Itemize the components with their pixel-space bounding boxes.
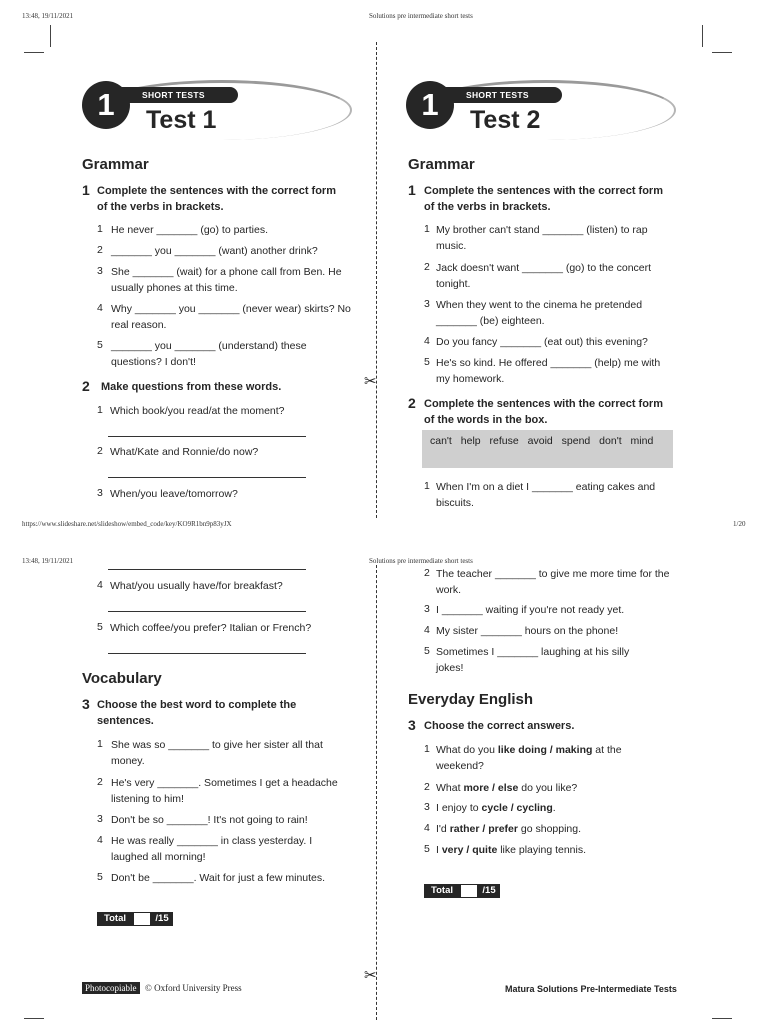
score-field[interactable] [133,912,151,926]
series-title: Matura Solutions Pre-Intermediate Tests [505,984,677,994]
test2-q1-item: Do you fancy _______ (eat out) this evening? [436,336,648,348]
test1-q1-item: She _______ (wait) for a phone call from Ben. He usually phones at this time. [111,266,342,294]
test1-q2-item: Which book/you read/at the moment? [110,405,285,417]
item-number: 2 [424,261,430,273]
item-number: 2 [424,567,430,579]
print-page-number: 1/20 [733,520,746,528]
answer-line[interactable] [108,436,306,437]
item-number: 1 [424,743,430,755]
crop-mark [50,25,51,47]
test1-q2-item: What/Kate and Ronnie/do now? [110,446,259,458]
item-number: 3 [424,298,430,310]
test2-q3-instruction: Choose the correct answers. [424,720,575,732]
total-denominator: /15 [478,884,500,898]
photocopiable-label: Photocopiable [82,982,140,994]
test2-q2-instruction: Complete the sentences with the correct form of the words in the box. [424,398,663,426]
item-number: 3 [424,603,430,615]
item-number: 4 [97,302,103,314]
answer-line[interactable] [108,611,306,612]
item-number: 5 [97,621,103,633]
test2-grammar-heading: Grammar [408,156,475,173]
test2-q2-item: The teacher _______ to give me more time for the work. [436,568,670,596]
test1-q3-item: He's very _______. Sometimes I get a headache listening to him! [111,777,338,805]
short-tests-label: SHORT TESTS [440,87,562,103]
test2-q1-item: When they went to the cinema he pretended _______ (be) eighteen. [436,299,643,327]
test2-q3-item [436,821,674,837]
test1-q1-item: _______ you _______ (want) another drink? [111,245,318,257]
test2-q1-item: He's so kind. He offered _______ (help) me with my homework. [436,357,661,385]
item-number: 1 [424,480,430,492]
item-text: I'd [436,823,450,835]
test1-q2-item: Which coffee/you prefer? Italian or French? [110,622,312,634]
crop-mark [24,52,44,53]
answer-choice[interactable]: rather / prefer [449,823,518,835]
total-denominator: /15 [151,912,173,926]
answer-choice[interactable]: cycle / cycling [481,802,553,814]
item-text: What do you [436,744,498,756]
item-number: 3 [97,487,103,499]
test2-q2-item: My sister _______ hours on the phone! [436,625,619,637]
test2-q3-item [436,780,674,796]
answer-line[interactable] [108,569,306,570]
scissors-icon: ✂ [364,966,377,984]
crop-mark [712,1018,732,1019]
item-number: 2 [97,244,103,256]
item-text: at the weekend? [436,744,622,772]
test2-q3-number: 3 [408,717,416,733]
test1-q2-instruction: Make questions from these words. [101,381,282,393]
item-number: 1 [424,223,430,235]
test2-q2-item: I _______ waiting if you're not ready yet. [436,604,625,616]
item-number: 1 [97,404,103,416]
test1-q3-item: He was really _______ in class yesterday. I laughed all morning! [111,835,313,863]
test2-q1-item: Jack doesn't want _______ (go) to the concert tonight. [436,262,652,290]
total-label: Total [97,912,133,926]
item-number: 1 [97,223,103,235]
crop-mark [712,52,732,53]
test2-total-box [424,884,500,898]
total-label: Total [424,884,460,898]
answer-line[interactable] [108,653,306,654]
item-number: 5 [97,339,103,351]
item-number: 4 [97,579,103,591]
score-field[interactable] [460,884,478,898]
test2-q3-item [436,842,674,858]
word-box: can't help refuse avoid spend don't mind [422,430,673,468]
test2-everyday-english-heading: Everyday English [408,691,534,708]
test2-q3-item [436,800,674,816]
test1-vocabulary-heading: Vocabulary [82,670,162,687]
print-timestamp: 13:48, 19/11/2021 [22,557,74,565]
item-text: I [436,844,442,856]
item-text: I enjoy to [436,802,482,814]
test2-title: Test 2 [470,106,541,134]
test1-q1-number: 1 [82,182,90,198]
test1-q3-number: 3 [82,696,90,712]
test2-q1-item: My brother can't stand _______ (listen) to rap music. [436,224,648,252]
item-number: 2 [97,445,103,457]
test1-q1-item: _______ you _______ (understand) these questions? I don't! [111,340,307,368]
answer-choice[interactable]: very / quite [441,844,498,856]
test1-q3-instruction: Choose the best word to complete the sentences. [97,699,297,727]
item-number: 2 [424,781,430,793]
item-text: like playing tennis. [497,844,587,856]
test1-total-box [97,912,173,926]
item-number: 4 [424,822,430,834]
item-number: 3 [97,265,103,277]
test1-title: Test 1 [146,106,217,134]
test1-q2-number: 2 [82,378,90,394]
test2-q3-item [436,742,658,774]
item-text: do you like? [518,782,578,794]
item-text: . [552,802,556,814]
item-number: 3 [97,813,103,825]
publisher-credit: © Oxford University Press [145,983,242,993]
test2-q2-item: When I'm on a diet I _______ eating cakes and biscuits. [436,481,656,509]
test1-grammar-heading: Grammar [82,156,149,173]
test1-q1-item: He never _______ (go) to parties. [111,224,269,236]
short-tests-label: SHORT TESTS [116,87,238,103]
item-number: 5 [97,871,103,883]
test1-q1-item: Why _______ you _______ (never wear) skirts? No real reason. [111,303,351,331]
unit-number-badge: 1 [406,81,454,129]
item-text: What [436,782,464,794]
cut-line [376,42,377,518]
test2-q2-item: Sometimes I _______ laughing at his silly jokes! [436,646,630,674]
answer-choice[interactable]: like doing / making [497,744,593,756]
cut-line [376,565,377,1020]
item-number: 5 [424,843,430,855]
test1-q3-item: Don't be _______. Wait for just a few minutes. [111,872,326,884]
test1-q1-instruction: Complete the sentences with the correct form of the verbs in brackets. [97,185,336,213]
test2-q1-number: 1 [408,182,416,198]
item-number: 4 [424,335,430,347]
item-number: 5 [424,356,430,368]
item-text: go shopping. [517,823,582,835]
crop-mark [24,1018,44,1019]
item-number: 2 [97,776,103,788]
print-timestamp: 13:48, 19/11/2021 [22,12,74,20]
print-url: https://www.slideshare.net/slideshow/embed_code/key/KO9R1bn9p83yJX [22,520,232,528]
test1-q3-item: Don't be so _______! It's not going to rain! [111,814,308,826]
test1-q3-item: She was so _______ to give her sister all that money. [111,739,323,767]
item-number: 3 [424,801,430,813]
answer-choice[interactable]: more / else [463,782,519,794]
test2-q1-instruction: Complete the sentences with the correct form of the verbs in brackets. [424,185,663,213]
test1-q2-item: When/you leave/tomorrow? [110,488,238,500]
item-number: 1 [97,738,103,750]
item-number: 4 [424,624,430,636]
test1-q2-item: What/you usually have/for breakfast? [110,580,283,592]
print-doc-title: Solutions pre intermediate short tests [369,557,473,565]
item-number: 5 [424,645,430,657]
test2-q2-number: 2 [408,395,416,411]
crop-mark [702,25,703,47]
answer-line[interactable] [108,477,306,478]
item-number: 4 [97,834,103,846]
unit-number-badge: 1 [82,81,130,129]
scissors-icon: ✂ [364,372,377,390]
print-doc-title: Solutions pre intermediate short tests [369,12,473,20]
